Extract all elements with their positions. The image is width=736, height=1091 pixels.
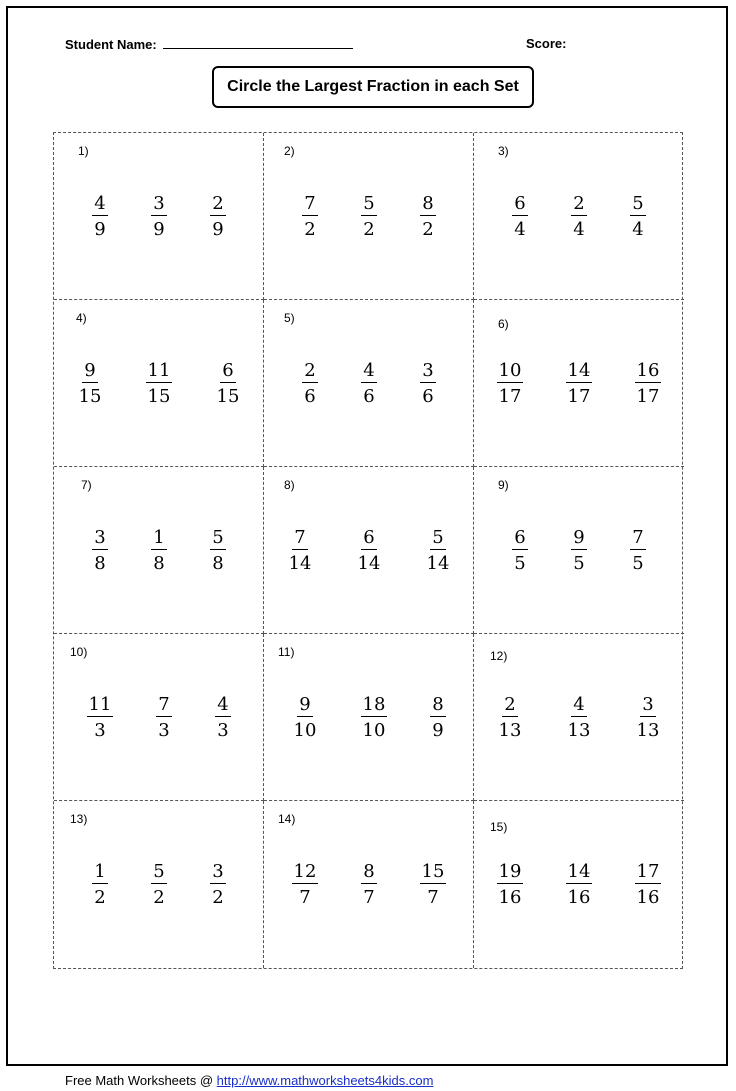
denominator: 4 [632, 219, 644, 240]
problem-11 [264, 634, 474, 801]
fraction[interactable] [139, 529, 179, 573]
student-name-line [163, 36, 353, 49]
numerator: 4 [363, 360, 375, 381]
numerator: 14 [567, 360, 591, 381]
footer-link[interactable]: http://www.mathworksheets4kids.com [216, 1073, 434, 1088]
problem-number: 3) [498, 144, 509, 158]
denominator: 5 [514, 553, 526, 574]
problem-number: 9) [498, 478, 509, 492]
numerator: 7 [294, 527, 306, 548]
denominator: 9 [212, 219, 224, 240]
fraction[interactable] [139, 362, 179, 406]
problem-number: 15) [490, 820, 508, 834]
numerator: 16 [636, 360, 660, 381]
fraction[interactable] [290, 362, 330, 406]
numerator: 12 [293, 861, 317, 882]
fraction[interactable] [139, 195, 179, 239]
numerator: 3 [422, 360, 434, 381]
numerator: 19 [498, 861, 522, 882]
denominator: 9 [153, 219, 165, 240]
denominator: 9 [432, 720, 444, 741]
problem-number: 1) [78, 144, 89, 158]
problem-5 [264, 300, 474, 467]
denominator: 15 [78, 386, 102, 407]
student-name-field [65, 36, 353, 52]
numerator: 6 [514, 193, 526, 214]
fraction[interactable] [559, 529, 599, 573]
denominator: 2 [212, 887, 224, 908]
problem-number: 2) [284, 144, 295, 158]
fraction[interactable] [408, 195, 448, 239]
numerator: 4 [573, 694, 585, 715]
numerator: 5 [363, 193, 375, 214]
fraction[interactable] [500, 195, 540, 239]
worksheet-title: Circle the Largest Fraction in each Set [212, 66, 534, 108]
numerator: 1 [153, 527, 165, 548]
fraction[interactable] [490, 863, 530, 907]
fraction[interactable] [559, 696, 599, 740]
numerator: 14 [567, 861, 591, 882]
denominator: 3 [158, 720, 170, 741]
problem-10 [54, 634, 264, 801]
fraction[interactable] [490, 362, 530, 406]
denominator: 3 [94, 720, 106, 741]
problem-number: 12) [490, 649, 508, 663]
denominator: 16 [567, 887, 591, 908]
numerator: 18 [362, 694, 386, 715]
denominator: 15 [216, 386, 240, 407]
problem-number: 4) [76, 311, 87, 325]
fraction[interactable] [80, 863, 120, 907]
fraction[interactable] [559, 195, 599, 239]
fraction[interactable] [70, 362, 110, 406]
fraction[interactable] [198, 529, 238, 573]
fraction[interactable] [285, 696, 325, 740]
fraction[interactable] [618, 529, 658, 573]
problem-4 [54, 300, 264, 467]
fraction-set [474, 195, 684, 255]
fraction[interactable] [559, 863, 599, 907]
fraction-set [474, 362, 684, 422]
fraction-set [54, 195, 263, 255]
denominator: 14 [357, 553, 381, 574]
fraction-set [264, 863, 473, 923]
denominator: 17 [636, 386, 660, 407]
denominator: 13 [636, 720, 660, 741]
denominator: 6 [363, 386, 375, 407]
numerator: 7 [632, 527, 644, 548]
problem-8 [264, 467, 474, 634]
denominator: 2 [304, 219, 316, 240]
numerator: 7 [158, 694, 170, 715]
fraction[interactable] [198, 195, 238, 239]
denominator: 3 [217, 720, 229, 741]
denominator: 17 [567, 386, 591, 407]
problem-2 [264, 133, 474, 300]
numerator: 17 [636, 861, 660, 882]
problem-12 [474, 634, 684, 801]
denominator: 13 [498, 720, 522, 741]
problem-number: 8) [284, 478, 295, 492]
fraction[interactable] [198, 863, 238, 907]
denominator: 14 [288, 553, 312, 574]
numerator: 4 [94, 193, 106, 214]
denominator: 6 [422, 386, 434, 407]
denominator: 9 [94, 219, 106, 240]
fraction-set [474, 863, 684, 923]
denominator: 7 [363, 887, 375, 908]
denominator: 2 [422, 219, 434, 240]
denominator: 8 [212, 553, 224, 574]
denominator: 2 [153, 887, 165, 908]
fraction[interactable] [408, 362, 448, 406]
problem-1 [54, 133, 264, 300]
numerator: 11 [88, 694, 112, 715]
problem-number: 14) [278, 812, 296, 826]
numerator: 15 [421, 861, 445, 882]
numerator: 6 [222, 360, 234, 381]
footer-text: Free Math Worksheets @ [65, 1073, 217, 1088]
fraction[interactable] [418, 696, 458, 740]
problem-15 [474, 801, 684, 968]
fraction[interactable] [349, 863, 389, 907]
numerator: 7 [304, 193, 316, 214]
fraction-set [54, 362, 263, 422]
numerator: 8 [422, 193, 434, 214]
numerator: 6 [363, 527, 375, 548]
problem-number: 5) [284, 311, 295, 325]
denominator: 7 [427, 887, 439, 908]
fraction[interactable] [80, 529, 120, 573]
fraction[interactable] [80, 696, 120, 740]
numerator: 2 [304, 360, 316, 381]
fraction-set [54, 696, 263, 756]
numerator: 3 [153, 193, 165, 214]
problem-number: 7) [81, 478, 92, 492]
fraction[interactable] [628, 696, 668, 740]
fraction[interactable] [349, 529, 389, 573]
denominator: 7 [299, 887, 311, 908]
numerator: 5 [153, 861, 165, 882]
fraction[interactable] [618, 195, 658, 239]
problem-number: 11) [278, 645, 295, 659]
denominator: 16 [636, 887, 660, 908]
denominator: 10 [293, 720, 317, 741]
denominator: 6 [304, 386, 316, 407]
score-label: Score: [526, 36, 567, 51]
numerator: 9 [84, 360, 96, 381]
fraction-set [474, 696, 684, 756]
denominator: 5 [632, 553, 644, 574]
fraction[interactable] [500, 529, 540, 573]
numerator: 4 [217, 694, 229, 715]
fraction-set [264, 696, 473, 756]
numerator: 11 [147, 360, 171, 381]
denominator: 10 [362, 720, 386, 741]
denominator: 15 [147, 386, 171, 407]
fraction-set [264, 529, 473, 589]
fraction-set [264, 195, 473, 255]
fraction[interactable] [559, 362, 599, 406]
fraction[interactable] [280, 529, 320, 573]
problem-6 [474, 300, 684, 467]
student-name-label: Student Name: [65, 37, 157, 52]
numerator: 3 [94, 527, 106, 548]
fraction[interactable] [490, 696, 530, 740]
denominator: 4 [573, 219, 585, 240]
fraction[interactable] [628, 362, 668, 406]
numerator: 8 [363, 861, 375, 882]
problem-number: 6) [498, 317, 509, 331]
fraction[interactable] [80, 195, 120, 239]
footer [65, 1073, 433, 1088]
denominator: 2 [363, 219, 375, 240]
fraction[interactable] [290, 195, 330, 239]
denominator: 8 [94, 553, 106, 574]
fraction-set [54, 529, 263, 589]
numerator: 3 [642, 694, 654, 715]
fraction[interactable] [628, 863, 668, 907]
fraction-set [54, 863, 263, 923]
problem-9 [474, 467, 684, 634]
fraction-set [264, 362, 473, 422]
numerator: 2 [504, 694, 516, 715]
numerator: 8 [432, 694, 444, 715]
fraction-set [474, 529, 684, 589]
fraction[interactable] [349, 362, 389, 406]
problem-number: 10) [70, 645, 88, 659]
problem-grid [53, 132, 683, 969]
problem-14 [264, 801, 474, 968]
numerator: 5 [212, 527, 224, 548]
denominator: 2 [94, 887, 106, 908]
numerator: 10 [498, 360, 522, 381]
numerator: 2 [573, 193, 585, 214]
fraction[interactable] [144, 696, 184, 740]
fraction[interactable] [285, 863, 325, 907]
numerator: 1 [94, 861, 106, 882]
denominator: 8 [153, 553, 165, 574]
numerator: 3 [212, 861, 224, 882]
numerator: 9 [573, 527, 585, 548]
fraction[interactable] [208, 362, 248, 406]
problem-13 [54, 801, 264, 968]
fraction[interactable] [139, 863, 179, 907]
denominator: 14 [426, 553, 450, 574]
problem-3 [474, 133, 684, 300]
denominator: 13 [567, 720, 591, 741]
fraction[interactable] [413, 863, 453, 907]
problem-number: 13) [70, 812, 88, 826]
numerator: 5 [432, 527, 444, 548]
numerator: 2 [212, 193, 224, 214]
fraction[interactable] [418, 529, 458, 573]
denominator: 5 [573, 553, 585, 574]
fraction[interactable] [349, 195, 389, 239]
fraction[interactable] [354, 696, 394, 740]
denominator: 17 [498, 386, 522, 407]
denominator: 16 [498, 887, 522, 908]
denominator: 4 [514, 219, 526, 240]
numerator: 5 [632, 193, 644, 214]
fraction[interactable] [203, 696, 243, 740]
numerator: 9 [299, 694, 311, 715]
numerator: 6 [514, 527, 526, 548]
problem-7 [54, 467, 264, 634]
